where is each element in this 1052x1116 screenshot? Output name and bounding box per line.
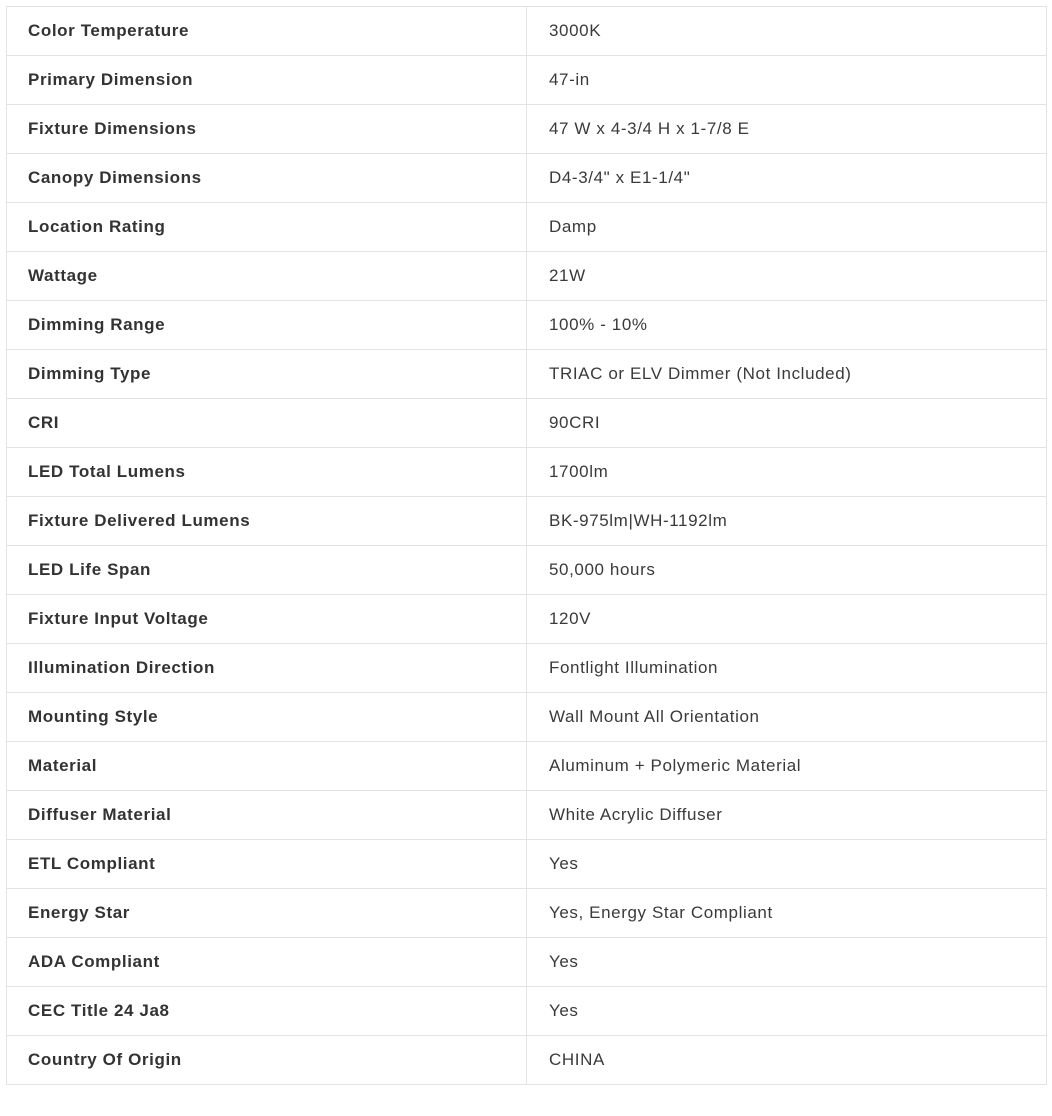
- spec-value-cell: 100% - 10%: [527, 301, 1047, 350]
- spec-name-cell: ETL Compliant: [7, 840, 527, 889]
- spec-name-cell: Fixture Input Voltage: [7, 595, 527, 644]
- spec-value-cell: 3000K: [527, 7, 1047, 56]
- spec-name-cell: Dimming Range: [7, 301, 527, 350]
- table-row: [7, 546, 1047, 595]
- table-row: [7, 448, 1047, 497]
- spec-value-cell: Yes: [527, 987, 1047, 1036]
- spec-value-cell: 47-in: [527, 56, 1047, 105]
- table-row: [7, 644, 1047, 693]
- table-row: [7, 203, 1047, 252]
- spec-value-cell: 1700lm: [527, 448, 1047, 497]
- table-row: [7, 105, 1047, 154]
- table-row: [7, 889, 1047, 938]
- spec-name-cell: Diffuser Material: [7, 791, 527, 840]
- spec-value-cell: Yes, Energy Star Compliant: [527, 889, 1047, 938]
- spec-name-cell: Country Of Origin: [7, 1036, 527, 1085]
- spec-value-cell: D4-3/4" x E1-1/4": [527, 154, 1047, 203]
- spec-name-cell: LED Life Span: [7, 546, 527, 595]
- table-row: [7, 693, 1047, 742]
- spec-value-cell: 47 W x 4-3/4 H x 1-7/8 E: [527, 105, 1047, 154]
- spec-name-cell: Dimming Type: [7, 350, 527, 399]
- spec-value-cell: White Acrylic Diffuser: [527, 791, 1047, 840]
- spec-value-cell: Yes: [527, 840, 1047, 889]
- spec-value-cell: CHINA: [527, 1036, 1047, 1085]
- table-row: [7, 595, 1047, 644]
- spec-value-cell: 50,000 hours: [527, 546, 1047, 595]
- table-row: [7, 301, 1047, 350]
- table-row: [7, 742, 1047, 791]
- table-row: [7, 350, 1047, 399]
- spec-name-cell: Fixture Dimensions: [7, 105, 527, 154]
- spec-name-cell: CRI: [7, 399, 527, 448]
- spec-name-cell: Illumination Direction: [7, 644, 527, 693]
- table-row: [7, 791, 1047, 840]
- table-row: [7, 840, 1047, 889]
- table-row: [7, 399, 1047, 448]
- spec-name-cell: CEC Title 24 Ja8: [7, 987, 527, 1036]
- spec-name-cell: ADA Compliant: [7, 938, 527, 987]
- spec-value-cell: 90CRI: [527, 399, 1047, 448]
- spec-value-cell: Yes: [527, 938, 1047, 987]
- spec-value-cell: Fontlight Illumination: [527, 644, 1047, 693]
- table-row: [7, 987, 1047, 1036]
- spec-name-cell: LED Total Lumens: [7, 448, 527, 497]
- table-row: [7, 154, 1047, 203]
- table-row: [7, 252, 1047, 301]
- spec-value-cell: TRIAC or ELV Dimmer (Not Included): [527, 350, 1047, 399]
- spec-name-cell: Color Temperature: [7, 7, 527, 56]
- spec-name-cell: Mounting Style: [7, 693, 527, 742]
- specifications-table: [6, 6, 1047, 1085]
- spec-name-cell: Material: [7, 742, 527, 791]
- spec-name-cell: Energy Star: [7, 889, 527, 938]
- table-row: [7, 7, 1047, 56]
- spec-value-cell: 120V: [527, 595, 1047, 644]
- spec-name-cell: Location Rating: [7, 203, 527, 252]
- table-row: [7, 938, 1047, 987]
- spec-value-cell: Aluminum + Polymeric Material: [527, 742, 1047, 791]
- table-row: [7, 56, 1047, 105]
- table-row: [7, 1036, 1047, 1085]
- spec-name-cell: Primary Dimension: [7, 56, 527, 105]
- spec-value-cell: Wall Mount All Orientation: [527, 693, 1047, 742]
- spec-name-cell: Fixture Delivered Lumens: [7, 497, 527, 546]
- spec-value-cell: BK-975lm|WH-1192lm: [527, 497, 1047, 546]
- specifications-table-body: [7, 7, 1047, 1085]
- spec-value-cell: 21W: [527, 252, 1047, 301]
- spec-value-cell: Damp: [527, 203, 1047, 252]
- spec-name-cell: Wattage: [7, 252, 527, 301]
- spec-name-cell: Canopy Dimensions: [7, 154, 527, 203]
- table-row: [7, 497, 1047, 546]
